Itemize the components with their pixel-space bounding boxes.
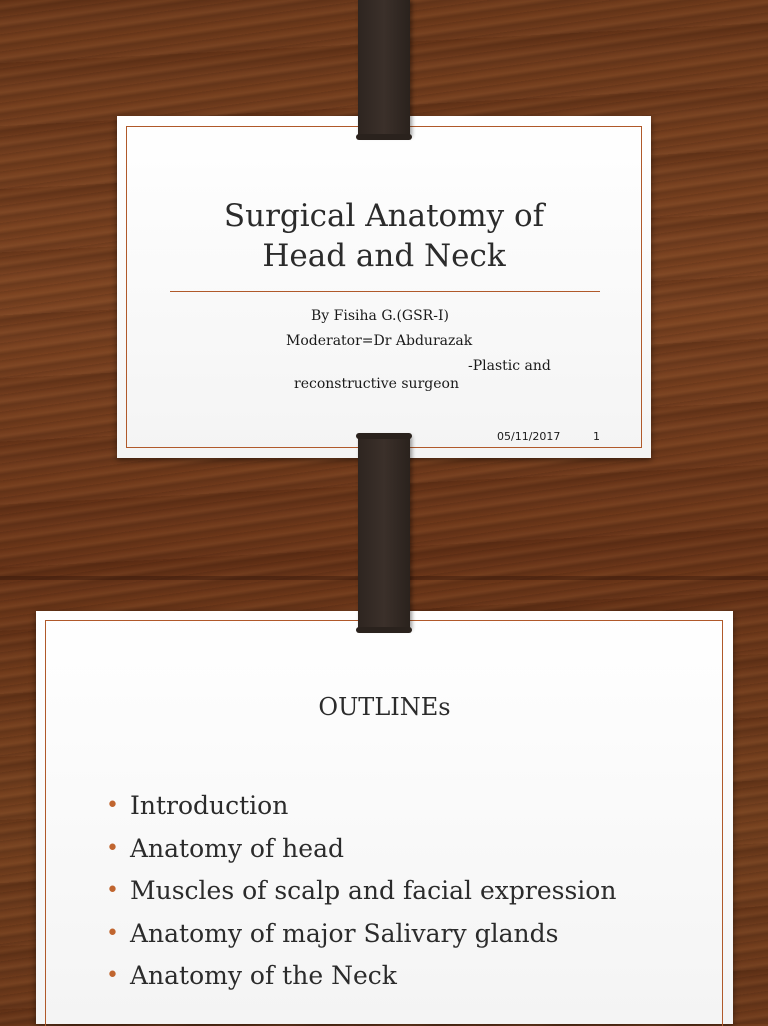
bullet-icon: • <box>106 963 119 988</box>
title-line-2: Head and Neck <box>262 238 506 274</box>
slide-1[interactable] <box>117 116 651 458</box>
binder-strap-middle <box>358 436 410 630</box>
binder-strap-top <box>358 0 410 137</box>
bullet-icon: • <box>106 920 119 946</box>
slide-1-border <box>126 126 642 448</box>
list-item-text: Anatomy of the Neck <box>130 961 397 990</box>
title-line-1: Surgical Anatomy of <box>223 198 545 234</box>
list-item <box>106 786 616 829</box>
slide-2[interactable] <box>36 611 733 1024</box>
bullet-icon: • <box>106 835 119 861</box>
bullet-icon: • <box>106 793 119 818</box>
role-line-2: reconstructive surgeon <box>294 376 459 392</box>
moderator-line: Moderator=Dr Abdurazak <box>286 333 473 349</box>
author-line: By Fisiha G.(GSR-I) <box>311 308 449 324</box>
list-item <box>106 914 616 957</box>
list-item-text: Anatomy of major Salivary glands <box>130 918 559 948</box>
bullet-icon: • <box>106 878 119 903</box>
list-item <box>106 871 616 914</box>
slide-1-title <box>117 196 651 276</box>
list-item-text: Muscles of scalp and facial expression <box>130 876 617 905</box>
outline-list <box>106 786 616 999</box>
list-item-text: Introduction <box>130 791 289 820</box>
list-item <box>106 956 616 999</box>
title-divider <box>170 291 600 292</box>
outline-title: OUTLINEs <box>318 693 451 721</box>
slide-date: 05/11/2017 <box>497 430 561 443</box>
slide-page-number: 1 <box>593 430 600 443</box>
list-item-text: Anatomy of head <box>130 833 344 863</box>
role-line-1: -Plastic and <box>468 358 551 374</box>
list-item <box>106 829 616 872</box>
